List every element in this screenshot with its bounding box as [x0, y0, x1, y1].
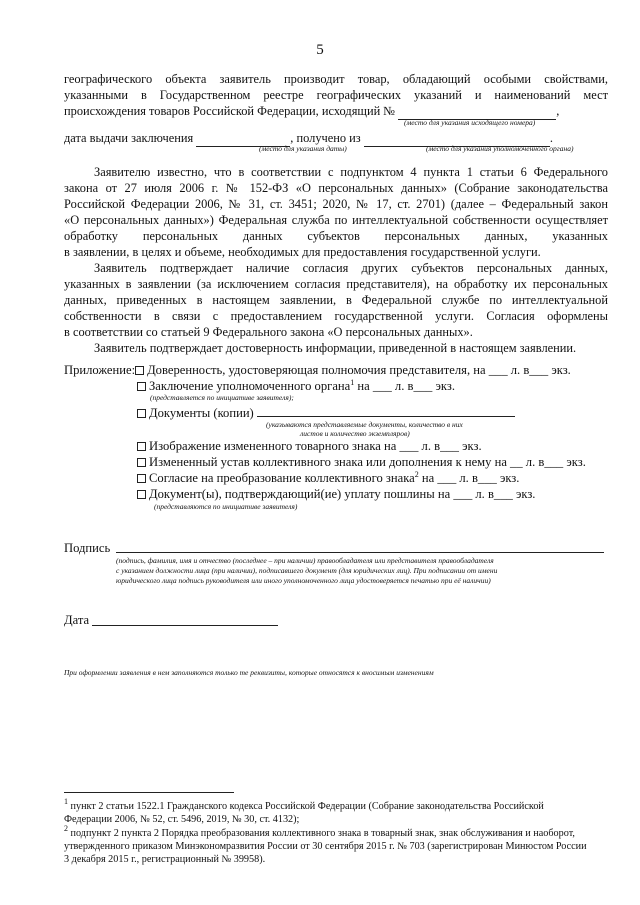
consent-p1-l6: в заявлении, в целях и объеме, необходимых для предоставления государственной услуги. [64, 245, 541, 259]
footnote-1 [64, 797, 612, 826]
attachment-item-6-tail: на ___ л. в___ экз. [418, 471, 520, 485]
intro-line-2: указанными в Государственном реестре географических указаний и наименований мест [64, 88, 608, 102]
consent-p1-l3: Российской Федерации 2006, № 31, ст. 3451; 2020, № 17, ст. 2701) (далее – Федеральный закон [64, 197, 608, 211]
intro-line-1: географического объекта заявитель производит товар, обладающий особыми свойствами, [64, 72, 608, 86]
page-number: 5 [316, 42, 324, 58]
intro-line-3: происхождения товаров Российской Федерации, исходящий № , [64, 104, 560, 118]
attachments-row-7 [137, 487, 535, 502]
caption-outgoing-number: (место для указания исходящего номера) [404, 118, 536, 127]
signature-caption-2: с указанием должности лица (при наличии), подписавшего документ (для юридических лиц). При подписании от имени [116, 566, 498, 575]
issue-date-label: дата выдачи заключения [64, 131, 194, 145]
caption-authority: (место для указания уполномоченного органа) [426, 144, 574, 153]
attachment-item-2-tail: на ___ л. в___ экз. [354, 379, 455, 393]
footnote-separator [64, 792, 234, 793]
checkbox-power-of-attorney[interactable] [135, 366, 144, 375]
filling-note: При оформлении заявления в нем заполняются только те реквизиты, которые относятся к вносимым изменениям [64, 668, 434, 677]
signature-caption-3: юридического лица подпись руководителя или иного уполномоченного лица удостоверяется печатью при её наличии) [116, 576, 491, 585]
footnote-ref-1[interactable]: 1 [350, 378, 355, 387]
caption-date: (место для указания даты) [259, 144, 347, 153]
footnote-ref-2[interactable]: 2 [414, 470, 419, 479]
attachment-item-3: Документы (копии) [149, 406, 254, 420]
footnote-2-line-1: подпункт 2 пункта 2 Порядка преобразования коллективного знака в товарный знак, знак обслуживания и наоборот, [70, 828, 575, 839]
attachment-item-7: Документ(ы), подтверждающий(ие) уплату пошлины на ___ л. в___ экз. [149, 487, 536, 501]
consent-p2-l4: собственности в связи с предоставлением государственной услуги. Согласия оформлены [64, 309, 608, 323]
consent-p2-l5: в соответствии со статьей 9 Федерального закона «О персональных данных». [64, 325, 473, 339]
attachments-row-2 [137, 379, 455, 394]
consent-p3: Заявитель подтверждает достоверность информации, приведенной в настоящем заявлении. [94, 341, 577, 355]
attachment-item-1: Доверенность, удостоверяющая полномочия представителя, на ___ л. в___ экз. [147, 363, 571, 377]
footnote-1-line-2: Федерации 2006, № 52, ст. 5496, 2019, № 30, ст. 4132); [64, 814, 300, 825]
footnote-2-line-2: утвержденного приказом Минэкономразвития России от 30 сентября 2015 г. № 703 (зарегистрирован Минюстом России [64, 841, 587, 852]
signature-field[interactable] [116, 552, 604, 553]
note-by-initiative-2: (представляются по инициативе заявителя) [154, 502, 298, 511]
note-by-initiative: (представляется по инициативе заявителя); [150, 393, 294, 402]
signature-label: Подпись [64, 541, 111, 555]
attachment-item-2: Заключение уполномоченного органа [149, 379, 351, 393]
checkbox-documents-copies[interactable] [137, 409, 146, 418]
attachment-item-4: Изображение измененного товарного знака на ___ л. в___ экз. [149, 439, 482, 453]
attachment-item-5: Измененный устав коллективного знака или дополнения к нему на __ л. в___ экз. [149, 455, 586, 469]
consent-p2-l2: указанных в заявлении (за исключением согласия представителя), на обработку их персональных [64, 277, 608, 291]
attachments-row-3 [137, 405, 515, 421]
checkbox-consent-conversion[interactable] [137, 474, 146, 483]
consent-p1-l1: Заявителю известно, что в соответствии с подпунктом 4 пункта 1 статьи 6 Федерального [94, 165, 608, 179]
attachments-row-4 [137, 439, 482, 454]
attachment-item-6: Согласие на преобразование коллективного знака [149, 471, 415, 485]
received-from-label: , получено из [290, 131, 361, 145]
footnote-2-line-3: 3 декабря 2015 г., регистрационный № 39958). [64, 854, 266, 865]
issue-date-line: дата выдачи заключения , получено из . [64, 131, 553, 145]
footnote-2-mark: 2 [64, 824, 68, 833]
documents-field[interactable] [257, 405, 515, 417]
signature-caption-1: (подпись, фамилия, имя и отчество (последнее – при наличии) правообладателя или представителя правообладателя [116, 556, 494, 565]
attachments-row-1 [64, 363, 571, 378]
consent-p1-l5: обработку персональных данных субъектов персональных данных, указанных [64, 229, 608, 243]
attachments-label: Приложение: [64, 363, 136, 377]
footnote-2 [64, 824, 612, 866]
checkbox-changed-charter[interactable] [137, 458, 146, 467]
checkbox-fee-payment[interactable] [137, 490, 146, 499]
intro-line-3-text: происхождения товаров Российской Федерации, исходящий № [64, 104, 396, 118]
date-field[interactable] [92, 625, 278, 626]
note-documents-1: (указываются представляемые документы, количество в них [266, 420, 463, 429]
consent-p1-l2: закона от 27 июля 2006 г. № 152-ФЗ «О персональных данных» (Собрание законодательства [64, 181, 608, 195]
consent-p2-l3: данных, приведенных в настоящем заявлении, в Федеральной службе по интеллектуальной [64, 293, 608, 307]
attachments-row-6 [137, 471, 519, 486]
note-documents-2: листов и количество экземпляров) [300, 429, 410, 438]
consent-p1-l4: «О персональных данных») Федеральная служба по интеллектуальной собственности осуществляет [64, 213, 608, 227]
consent-p2-l1: Заявитель подтверждает наличие согласия других субъектов персональных данных, [94, 261, 608, 275]
footnote-1-line-1: пункт 2 статьи 1522.1 Гражданского кодекса Российской Федерации (Собрание законодательства Российской [70, 801, 544, 812]
attachments-row-5 [137, 455, 586, 470]
date-label: Дата [64, 613, 90, 627]
checkbox-authority-conclusion[interactable] [137, 382, 146, 391]
checkbox-changed-trademark-image[interactable] [137, 442, 146, 451]
footnote-1-mark: 1 [64, 797, 68, 806]
